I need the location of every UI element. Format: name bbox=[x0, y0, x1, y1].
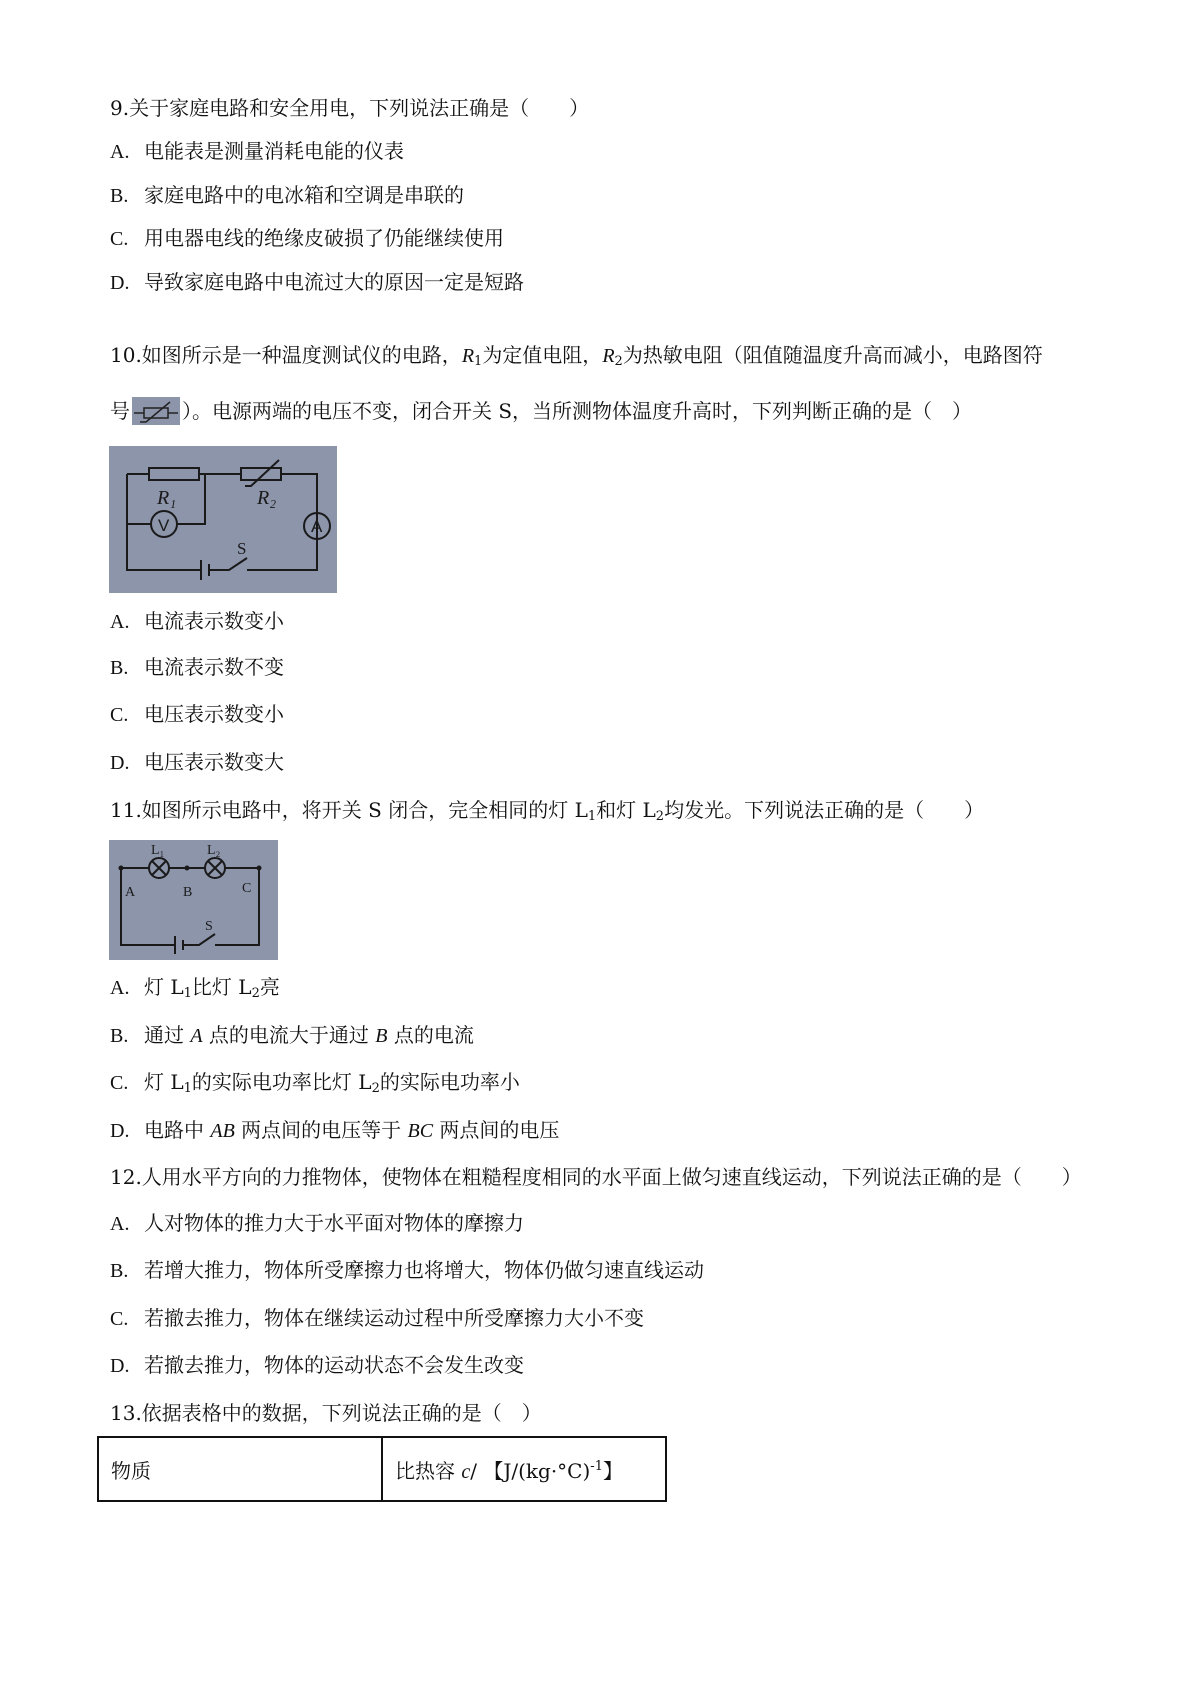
q9-option-a: A. 电能表是测量消耗电能的仪表 bbox=[110, 139, 404, 163]
q11-option-b: B. 通过 A 点的电流大于通过 B 点的电流 bbox=[110, 1023, 474, 1047]
q9-stem: 9.关于家庭电路和安全用电，下列说法正确是（ ） bbox=[110, 96, 590, 120]
q10-option-c: C. 电压表示数变小 bbox=[110, 702, 284, 726]
q11-stem: 11.如图所示电路中，将开关 S 闭合，完全相同的灯 $L_1$和灯 $L_2$均发光。下列说法正确的是（ ） bbox=[110, 798, 985, 824]
q11-option-d: D. 电路中 AB 两点间的电压等于 BC 两点间的电压 bbox=[110, 1118, 560, 1142]
q9-option-d: D. 导致家庭电路中电流过大的原因一定是短路 bbox=[110, 270, 524, 294]
q11-option-c: C. 灯 $L_1$的实际电功率比灯 $L_2$的实际电功率小 bbox=[110, 1070, 520, 1096]
q10-figure-label-a: A bbox=[311, 517, 323, 536]
q9-option-b: B. 家庭电路中的电冰箱和空调是串联的 bbox=[110, 183, 464, 207]
q10-stem-line2: 号 ）。电源两端的电压不变，闭合开关 S，当所测物体温度升高时，下列判断正确的是（ ） bbox=[110, 399, 973, 423]
q10-figure-label-s: S bbox=[237, 539, 247, 558]
q10-figure-label-r2: R₂ bbox=[257, 487, 277, 509]
q10-option-a: A. 电流表示数变小 bbox=[110, 609, 284, 633]
specific-heat-table bbox=[97, 1436, 667, 1502]
q11-figure-label-s: S bbox=[205, 919, 213, 934]
q11-figure-label-c: C bbox=[242, 881, 252, 896]
q11-figure-label-l2: L₂ bbox=[207, 843, 221, 858]
table-header-substance: 物质 bbox=[98, 1437, 382, 1501]
q12-option-d: D. 若撤去推力，物体的运动状态不会发生改变 bbox=[110, 1353, 524, 1377]
q10-option-d: D. 电压表示数变大 bbox=[110, 750, 284, 774]
q9-option-c: C. 用电器电线的绝缘皮破损了仍能继续使用 bbox=[110, 226, 504, 250]
q12-stem: 12.人用水平方向的力推物体，使物体在粗糙程度相同的水平面上做匀速直线运动，下列说法正确的是（ ） bbox=[110, 1165, 1082, 1189]
thermistor-symbol-icon bbox=[132, 397, 180, 425]
q11-figure-label-a: A bbox=[125, 885, 136, 900]
q10-figure-label-v: V bbox=[158, 516, 170, 535]
q11-option-a: A. 灯 $L_1$比灯 $L_2$亮 bbox=[110, 975, 280, 1001]
q12-option-a: A. 人对物体的推力大于水平面对物体的摩擦力 bbox=[110, 1211, 524, 1235]
q13-stem: 13.依据表格中的数据，下列说法正确的是（ ） bbox=[110, 1401, 542, 1425]
q10-stem-line1: 10.如图所示是一种温度测试仪的电路，$R_1$为定值电阻，$R_2$为热敏电阻（阻值随温度升高而减小，电路图符 bbox=[110, 343, 1043, 369]
q11-circuit-figure bbox=[109, 840, 278, 960]
q12-option-b: B. 若增大推力，物体所受摩擦力也将增大，物体仍做匀速直线运动 bbox=[110, 1258, 704, 1282]
table-header-specific-heat: 比热容 c/ 【$J/(kg\cdot^\circ C)^{-1}$】 bbox=[382, 1437, 666, 1501]
q11-figure-label-l1: L₁ bbox=[151, 843, 165, 858]
q10-figure-label-r1: R₁ bbox=[157, 487, 177, 509]
table-row bbox=[98, 1437, 666, 1501]
q12-option-c: C. 若撤去推力，物体在继续运动过程中所受摩擦力大小不变 bbox=[110, 1306, 644, 1330]
q10-circuit-figure bbox=[109, 446, 337, 593]
q10-option-b: B. 电流表示数不变 bbox=[110, 655, 284, 679]
q11-figure-label-b: B bbox=[183, 885, 193, 900]
